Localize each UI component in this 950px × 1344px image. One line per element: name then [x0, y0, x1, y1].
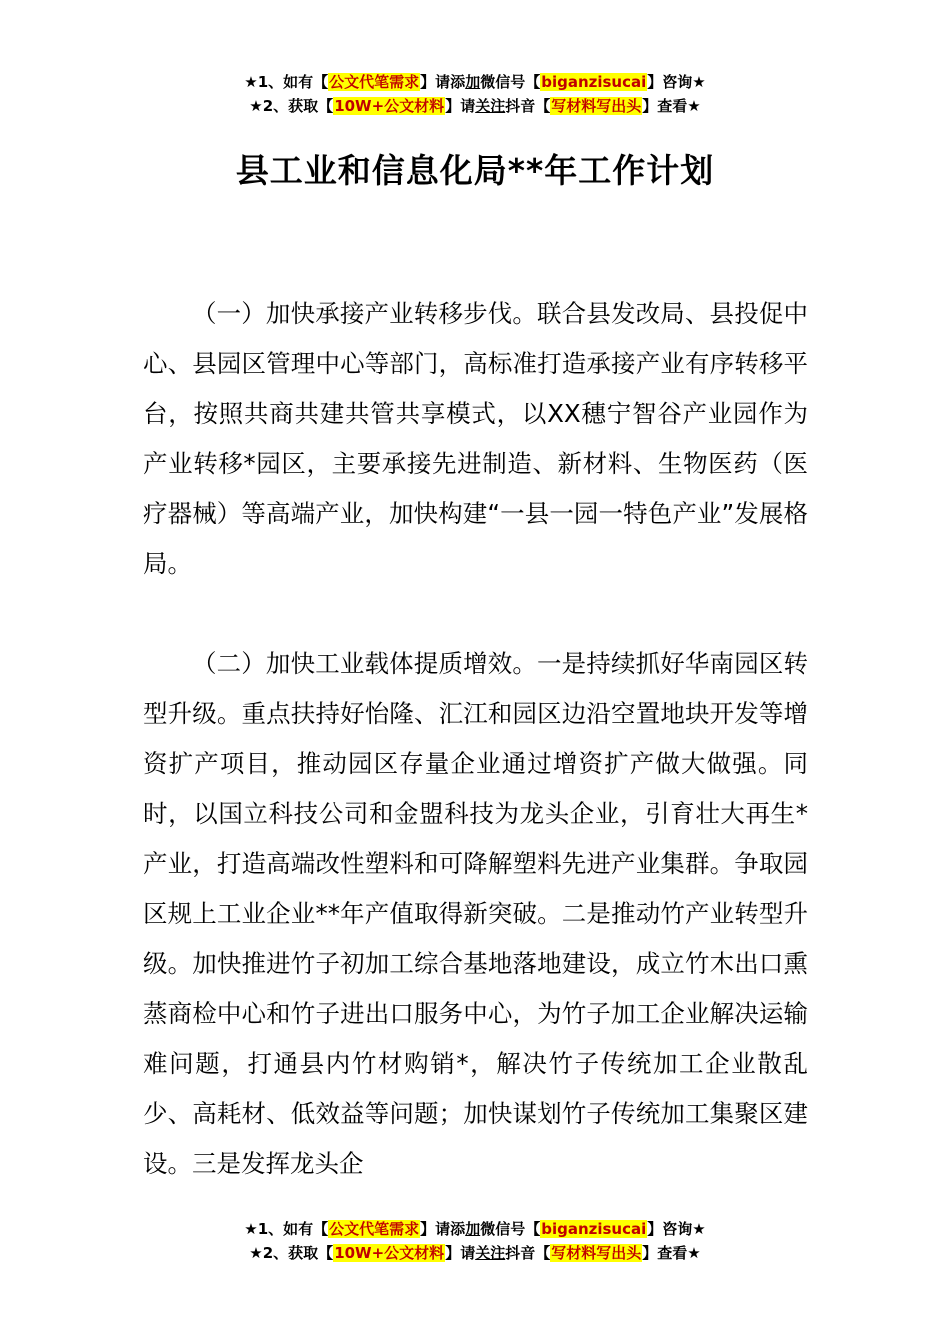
paragraph-2: （二）加快工业载体提质增效。一是持续抓好华南园区转型升级。重点扶持好怡隆、汇江和园区边沿空置地块开发等增资扩产项目，推动园区存量企业通过增资扩产做大做强。同时，以国立科技公司和金盟科技为龙头企业，引育壮大再生*产业，打造高端改性塑料和可降解塑料先进产业集群。争取园区规上工业企业**年产值取得新突破。二是推动竹产业转型升级。加快推进竹子初加工综合基地落地建设，成立竹木出口熏蒸商检中心和竹子进出口服务中心，为竹子加工企业解决运输难问题，打通县内竹材购销*，解决竹子传统加工企业散乱少、高耗材、低效益等问题；加快谋划竹子传统加工集聚区建设。三是发挥龙头企 [143, 649, 808, 1178]
highlight-douyin: 写材料写出头 [551, 1244, 642, 1262]
highlight-wechat-id: biganzisucai [541, 1220, 647, 1238]
promo-line-2: ★2、获取【10W+公文材料】请关注抖音【写材料写出头】查看★ [249, 1244, 701, 1262]
promo-banner-top [0, 70, 950, 118]
promo-banner-bottom [0, 1217, 950, 1265]
promo-line-1: ★1、如有【公文代笔需求】请添加微信号【biganzisucai】咨询★ [244, 1220, 706, 1238]
promo-line-1: ★1、如有【公文代笔需求】请添加微信号【biganzisucai】咨询★ [244, 73, 706, 91]
highlight-service: 公文代笔需求 [329, 1220, 420, 1238]
promo-line-2: ★2、获取【10W+公文材料】请关注抖音【写材料写出头】查看★ [249, 97, 701, 115]
document-body [143, 289, 808, 1189]
highlight-douyin: 写材料写出头 [551, 97, 642, 115]
paragraph-1: （一）加快承接产业转移步伐。联合县发改局、县投促中心、县园区管理中心等部门，高标准打造承接产业有序转移平台，按照共商共建共管共享模式，以XX穗宁智谷产业园作为产业转移*园区，主要承接先进制造、新材料、生物医药（医疗器械）等高端产业，加快构建“一县一园一特色产业”发展格局。 [143, 299, 808, 578]
highlight-materials: 10W+公文材料 [334, 97, 445, 115]
highlight-service: 公文代笔需求 [329, 73, 420, 91]
document-title: 县工业和信息化局**年工作计划 [235, 151, 715, 190]
highlight-wechat-id: biganzisucai [541, 73, 647, 91]
highlight-materials: 10W+公文材料 [334, 1244, 445, 1262]
